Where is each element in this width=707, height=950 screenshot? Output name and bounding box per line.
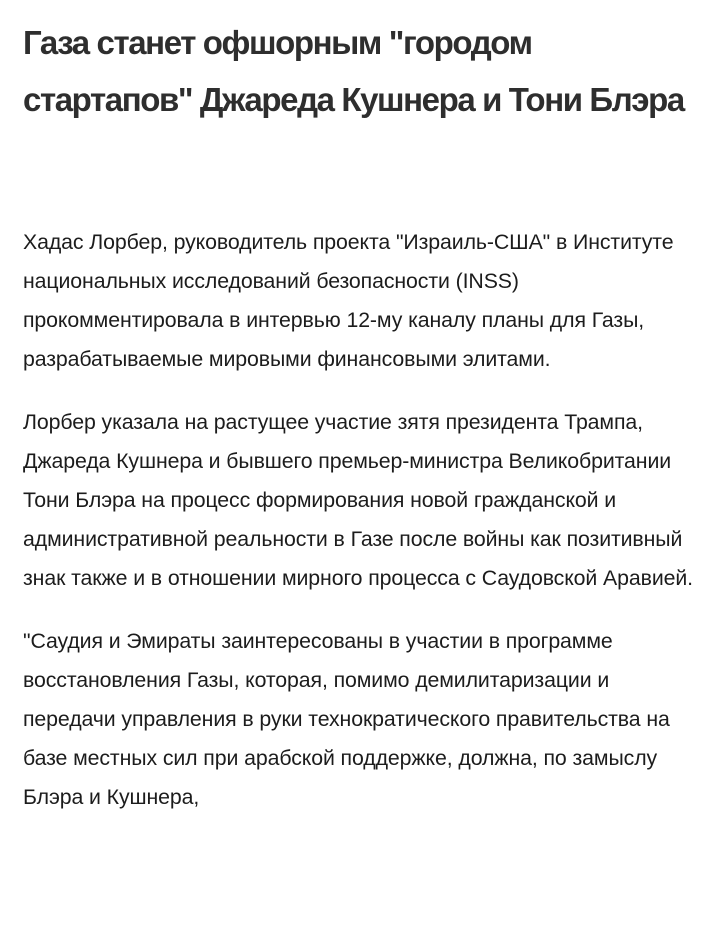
article-paragraph: Лорбер указала на растущее участие зятя президента Трампа, Джареда Кушнера и бывшего премьер-министра Великобритании Тони Блэра на процесс формирования новой гражданской и административной реальности в Газе после войны как позитивный знак также и в отношении мирного процесса с Саудовской Аравией. (23, 410, 694, 590)
article-paragraph: "Саудия и Эмираты заинтересованы в участии в программе восстановления Газы, которая, помимо демилитаризации и передачи управления в руки технократического правительства на базе местных сил при арабской поддержке, должна, по замыслу Блэра и Кушнера, (23, 629, 670, 809)
article-body (23, 223, 695, 817)
article (23, 0, 695, 841)
article-paragraph: Хадас Лорбер, руководитель проекта "Израиль-США" в Институте национальных исследований безопасности (INSS) прокомментировала в интервью 12-му каналу планы для Газы, разрабатываемые мировыми финансовыми элитами. (23, 230, 674, 371)
article-title: Газа станет офшорным "городом стартапов" Джареда Кушнера и Тони Блэра (23, 24, 684, 118)
